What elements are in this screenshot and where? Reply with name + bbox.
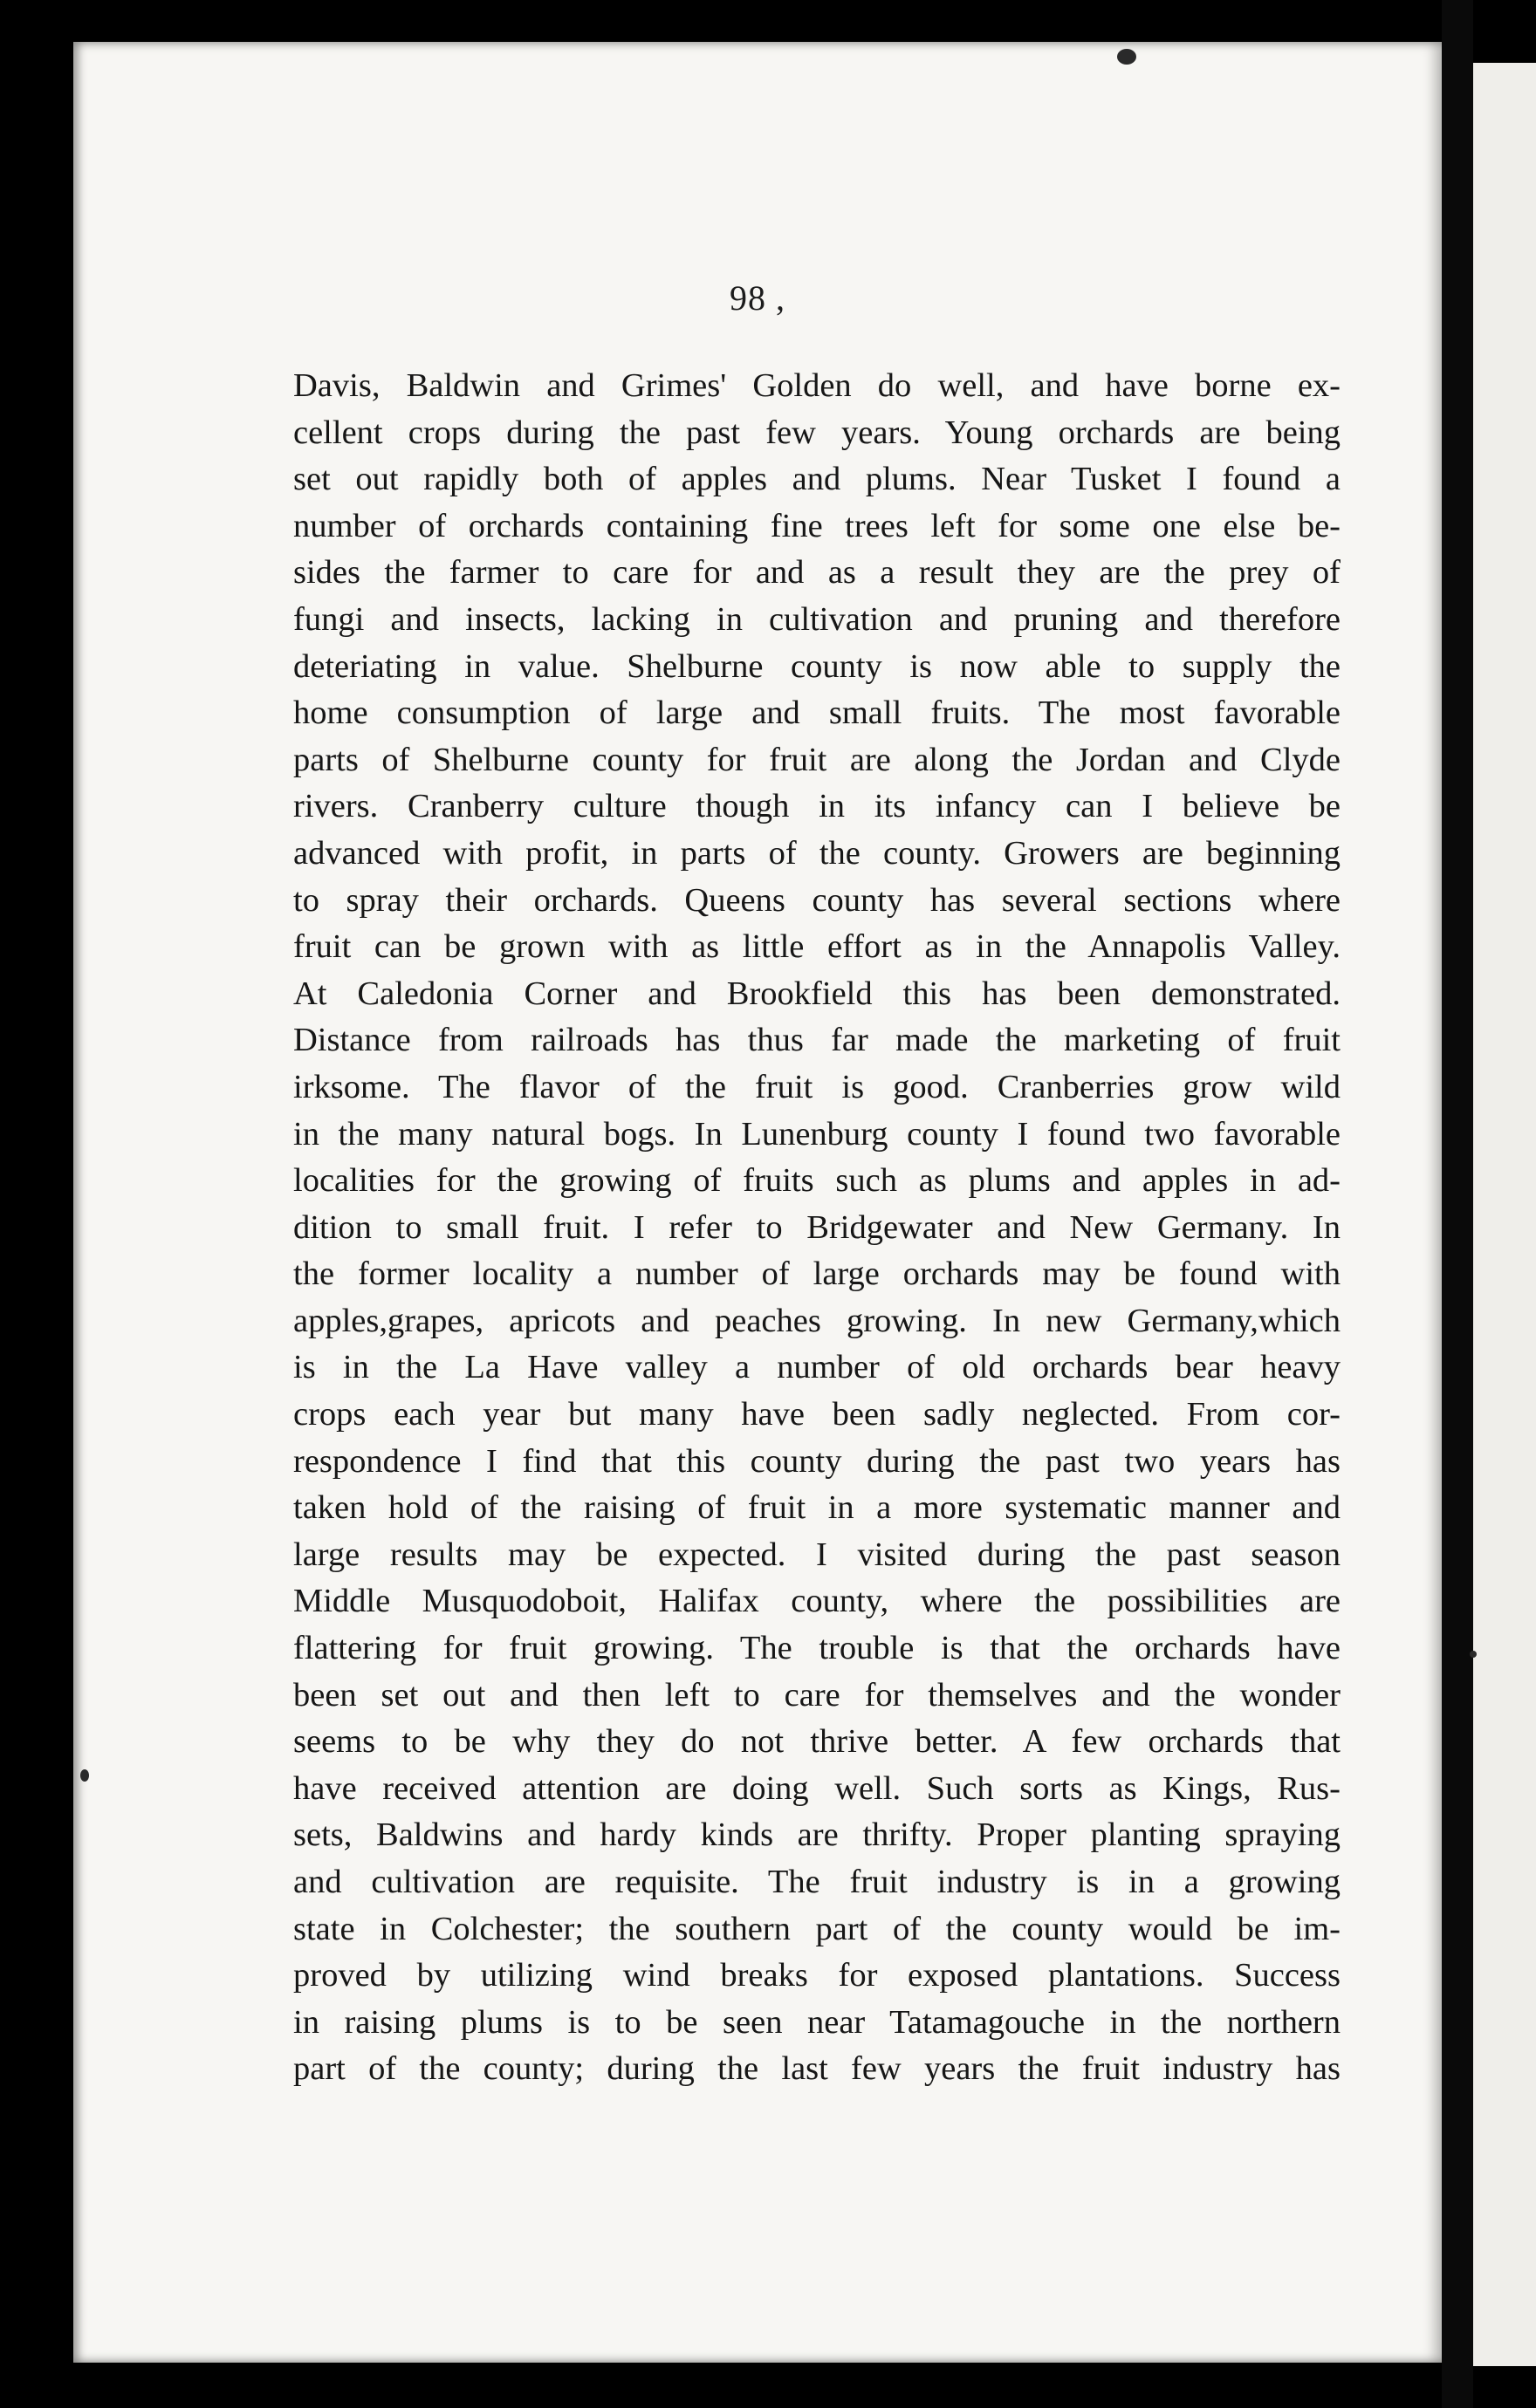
- text-line: dition to small fruit. I refer to Bridgewater and New Germany. In: [293, 1208, 1341, 1246]
- text-line: the former locality a number of large orchards may be found with: [293, 1255, 1341, 1293]
- scan-speck: [80, 1769, 89, 1782]
- text-line: to spray their orchards. Queens county has several sections where: [293, 881, 1341, 919]
- text-line: respondence I find that this county during the past two years has: [293, 1442, 1341, 1480]
- text-line: localities for the growing of fruits such as plums and apples in ad-: [293, 1162, 1341, 1200]
- text-line: advanced with profit, in parts of the county. Growers are beginning: [293, 834, 1341, 872]
- text-line: irksome. The flavor of the fruit is good. Cranberries grow wild: [293, 1068, 1341, 1105]
- text-line: proved by utilizing wind breaks for exposed plantations. Success: [293, 1957, 1341, 1994]
- text-line: have received attention are doing well. Such sorts as Kings, Rus-: [293, 1769, 1341, 1807]
- text-line: fungi and insects, lacking in cultivation and pruning and therefore: [293, 600, 1341, 638]
- text-line: home consumption of large and small fruits. The most favorable: [293, 694, 1341, 732]
- text-line: flattering for fruit growing. The trouble is that the orchards have: [293, 1630, 1341, 1667]
- text-line: is in the La Have valley a number of old orchards bear heavy: [293, 1349, 1341, 1386]
- text-line: At Caledonia Corner and Brookfield this has been demonstrated.: [293, 975, 1341, 1012]
- page-number: 98 ,: [730, 278, 785, 318]
- scan-speck: [1470, 1651, 1477, 1658]
- page-gutter: [1442, 0, 1473, 2408]
- text-line: in the many natural bogs. In Lunenburg county I found two favorable: [293, 1115, 1341, 1153]
- text-line: number of orchards containing fine trees left for some one else be-: [293, 507, 1341, 544]
- text-line: Distance from railroads has thus far made the marketing of fruit: [293, 1022, 1341, 1059]
- adjacent-page-edge: [1473, 63, 1536, 2366]
- text-line: set out rapidly both of apples and plums. Near Tusket I found a: [293, 461, 1341, 498]
- text-line: rivers. Cranberry culture though in its infancy can I believe be: [293, 788, 1341, 825]
- text-line: part of the county; during the last few years the fruit industry has: [293, 2050, 1341, 2088]
- text-line: Davis, Baldwin and Grimes' Golden do well, and have borne ex-: [293, 367, 1341, 404]
- text-line: state in Colchester; the southern part of the county would be im-: [293, 1910, 1341, 1947]
- text-line: crops each year but many have been sadly neglected. From cor-: [293, 1396, 1341, 1433]
- body-text: [293, 363, 1341, 2093]
- text-line: taken hold of the raising of fruit in a more systematic manner and: [293, 1489, 1341, 1527]
- text-line: large results may be expected. I visited during the past season: [293, 1536, 1341, 1573]
- text-line: deteriating in value. Shelburne county is now able to supply the: [293, 647, 1341, 685]
- text-line: cellent crops during the past few years. Young orchards are being: [293, 414, 1341, 451]
- scan-speck: [1117, 49, 1136, 65]
- text-line: sets, Baldwins and hardy kinds are thrifty. Proper planting spraying: [293, 1816, 1341, 1854]
- text-line: sides the farmer to care for and as a result they are the prey of: [293, 554, 1341, 592]
- text-line: apples,grapes, apricots and peaches growing. In new Germany,which: [293, 1302, 1341, 1339]
- text-line: parts of Shelburne county for fruit are along the Jordan and Clyde: [293, 741, 1341, 778]
- text-line: and cultivation are requisite. The fruit industry is in a growing: [293, 1864, 1341, 1900]
- text-line: fruit can be grown with as little effort as in the Annapolis Valley.: [293, 928, 1341, 966]
- text-line: in raising plums is to be seen near Tatamagouche in the northern: [293, 2003, 1341, 2041]
- text-line: seems to be why they do not thrive better. A few orchards that: [293, 1723, 1341, 1761]
- book-page: [73, 42, 1442, 2363]
- text-line: Middle Musquodoboit, Halifax county, where the possibilities are: [293, 1583, 1341, 1620]
- text-line: been set out and then left to care for themselves and the wonder: [293, 1676, 1341, 1714]
